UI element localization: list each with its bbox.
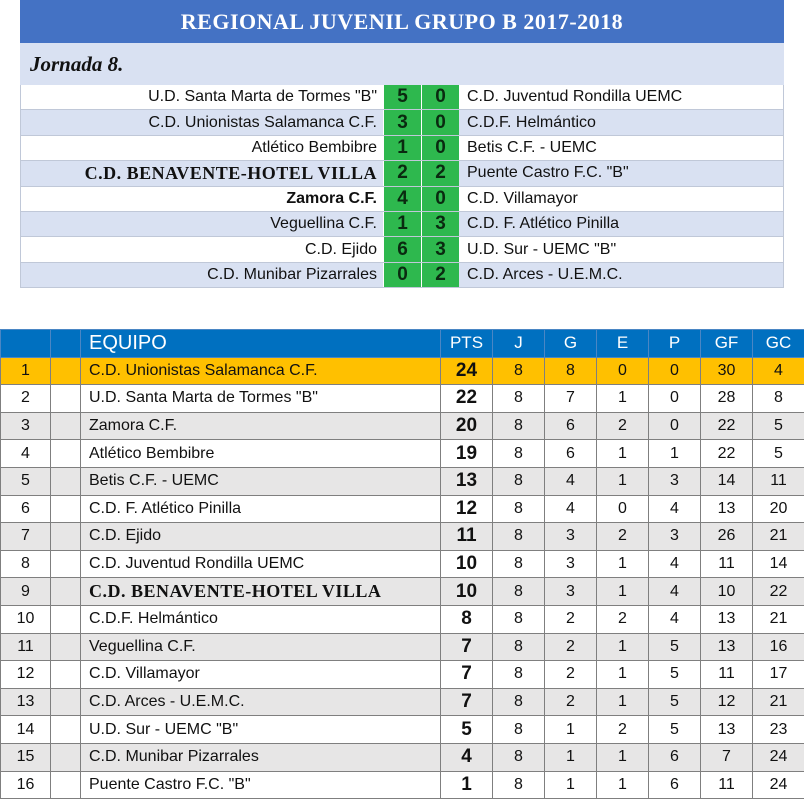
- away-team: Puente Castro F.C. "B": [459, 161, 783, 185]
- won-cell: 3: [545, 550, 597, 578]
- match-row: [20, 136, 784, 161]
- spacer-cell: [51, 688, 81, 716]
- league-title: REGIONAL JUVENIL GRUPO B 2017-2018: [20, 0, 784, 43]
- team-cell: Atlético Bembibre: [81, 440, 441, 468]
- goals-for-cell: 13: [701, 605, 753, 633]
- position-cell: 15: [1, 743, 51, 771]
- team-cell: C.D. BENAVENTE-HOTEL VILLA: [81, 578, 441, 606]
- match-row: [20, 110, 784, 135]
- drawn-cell: 1: [597, 661, 649, 689]
- lost-cell: 6: [649, 743, 701, 771]
- points-cell: 8: [441, 605, 493, 633]
- played-cell: 8: [493, 440, 545, 468]
- goals-against-cell: 8: [753, 385, 804, 413]
- standings-table: [0, 329, 804, 799]
- home-team: C.D. Unionistas Salamanca C.F.: [21, 110, 383, 134]
- won-cell: 2: [545, 605, 597, 633]
- lost-cell: 5: [649, 633, 701, 661]
- table-row: [1, 661, 804, 689]
- table-row: [1, 771, 804, 799]
- goals-for-cell: 12: [701, 688, 753, 716]
- lost-cell: 1: [649, 440, 701, 468]
- away-goals: 0: [421, 187, 459, 211]
- drawn-cell: 1: [597, 467, 649, 495]
- won-cell: 3: [545, 523, 597, 551]
- spacer-cell: [51, 578, 81, 606]
- goals-against-cell: 22: [753, 578, 804, 606]
- position-cell: 12: [1, 661, 51, 689]
- spacer-cell: [51, 633, 81, 661]
- table-row: [1, 467, 804, 495]
- lost-cell: 4: [649, 550, 701, 578]
- table-row: [1, 743, 804, 771]
- goals-for-cell: 13: [701, 716, 753, 744]
- goals-against-cell: 21: [753, 688, 804, 716]
- won-cell: 1: [545, 771, 597, 799]
- lost-cell: 4: [649, 605, 701, 633]
- away-team: C.D. Arces - U.E.M.C.: [459, 263, 783, 287]
- played-cell: 8: [493, 633, 545, 661]
- match-row: [20, 263, 784, 288]
- goals-for-cell: 11: [701, 661, 753, 689]
- played-cell: 8: [493, 412, 545, 440]
- played-cell: 8: [493, 605, 545, 633]
- team-cell: C.D.F. Helmántico: [81, 605, 441, 633]
- goals-for-cell: 22: [701, 440, 753, 468]
- home-goals: 1: [383, 136, 421, 160]
- match-row: [20, 212, 784, 237]
- goals-for-cell: 26: [701, 523, 753, 551]
- spacer-cell: [51, 661, 81, 689]
- goals-against-cell: 14: [753, 550, 804, 578]
- played-cell: 8: [493, 523, 545, 551]
- home-goals: 2: [383, 161, 421, 185]
- header-won: G: [545, 330, 597, 358]
- home-team: Veguellina C.F.: [21, 212, 383, 236]
- spacer-cell: [51, 412, 81, 440]
- won-cell: 2: [545, 688, 597, 716]
- goals-for-cell: 28: [701, 385, 753, 413]
- team-cell: C.D. Unionistas Salamanca C.F.: [81, 357, 441, 385]
- spacer-cell: [51, 467, 81, 495]
- home-team: C.D. BENAVENTE-HOTEL VILLA: [21, 161, 383, 185]
- goals-for-cell: 11: [701, 550, 753, 578]
- won-cell: 7: [545, 385, 597, 413]
- position-cell: 4: [1, 440, 51, 468]
- header-played: J: [493, 330, 545, 358]
- goals-for-cell: 7: [701, 743, 753, 771]
- table-row: [1, 357, 804, 385]
- won-cell: 3: [545, 578, 597, 606]
- drawn-cell: 1: [597, 550, 649, 578]
- away-team: C.D. Juventud Rondilla UEMC: [459, 85, 783, 109]
- home-team: C.D. Munibar Pizarrales: [21, 263, 383, 287]
- home-goals: 3: [383, 110, 421, 134]
- standings-header-row: [1, 330, 804, 358]
- spacer-cell: [51, 523, 81, 551]
- goals-against-cell: 24: [753, 771, 804, 799]
- position-cell: 6: [1, 495, 51, 523]
- played-cell: 8: [493, 385, 545, 413]
- home-goals: 5: [383, 85, 421, 109]
- points-cell: 10: [441, 550, 493, 578]
- won-cell: 1: [545, 743, 597, 771]
- played-cell: 8: [493, 688, 545, 716]
- team-cell: U.D. Santa Marta de Tormes "B": [81, 385, 441, 413]
- team-cell: C.D. Ejido: [81, 523, 441, 551]
- won-cell: 4: [545, 467, 597, 495]
- lost-cell: 5: [649, 688, 701, 716]
- table-row: [1, 578, 804, 606]
- away-goals: 0: [421, 110, 459, 134]
- table-row: [1, 440, 804, 468]
- spacer-cell: [51, 771, 81, 799]
- position-cell: 2: [1, 385, 51, 413]
- position-cell: 10: [1, 605, 51, 633]
- table-row: [1, 716, 804, 744]
- position-cell: 7: [1, 523, 51, 551]
- table-row: [1, 688, 804, 716]
- home-goals: 6: [383, 237, 421, 261]
- away-goals: 3: [421, 237, 459, 261]
- points-cell: 20: [441, 412, 493, 440]
- away-team: Betis C.F. - UEMC: [459, 136, 783, 160]
- lost-cell: 5: [649, 661, 701, 689]
- drawn-cell: 1: [597, 385, 649, 413]
- table-row: [1, 605, 804, 633]
- won-cell: 6: [545, 440, 597, 468]
- team-cell: Zamora C.F.: [81, 412, 441, 440]
- goals-for-cell: 13: [701, 633, 753, 661]
- lost-cell: 3: [649, 523, 701, 551]
- points-cell: 22: [441, 385, 493, 413]
- drawn-cell: 1: [597, 688, 649, 716]
- position-cell: 3: [1, 412, 51, 440]
- header-spacer: [51, 330, 81, 358]
- position-cell: 1: [1, 357, 51, 385]
- lost-cell: 6: [649, 771, 701, 799]
- header-points: PTS: [441, 330, 493, 358]
- played-cell: 8: [493, 578, 545, 606]
- table-row: [1, 385, 804, 413]
- header-lost: P: [649, 330, 701, 358]
- team-cell: Veguellina C.F.: [81, 633, 441, 661]
- table-row: [1, 523, 804, 551]
- position-cell: 9: [1, 578, 51, 606]
- goals-against-cell: 5: [753, 440, 804, 468]
- away-goals: 0: [421, 85, 459, 109]
- goals-against-cell: 21: [753, 523, 804, 551]
- played-cell: 8: [493, 716, 545, 744]
- position-cell: 8: [1, 550, 51, 578]
- away-team: C.D. F. Atlético Pinilla: [459, 212, 783, 236]
- team-cell: C.D. Arces - U.E.M.C.: [81, 688, 441, 716]
- goals-for-cell: 30: [701, 357, 753, 385]
- header-position: [1, 330, 51, 358]
- match-list: [20, 85, 784, 288]
- won-cell: 4: [545, 495, 597, 523]
- goals-against-cell: 16: [753, 633, 804, 661]
- position-cell: 13: [1, 688, 51, 716]
- table-row: [1, 495, 804, 523]
- team-cell: Betis C.F. - UEMC: [81, 467, 441, 495]
- won-cell: 8: [545, 357, 597, 385]
- drawn-cell: 1: [597, 633, 649, 661]
- round-title: Jornada 8.: [20, 43, 784, 85]
- points-cell: 4: [441, 743, 493, 771]
- drawn-cell: 2: [597, 523, 649, 551]
- standings-panel: [0, 329, 804, 799]
- results-panel: [20, 0, 784, 288]
- home-goals: 1: [383, 212, 421, 236]
- drawn-cell: 1: [597, 771, 649, 799]
- home-team: U.D. Santa Marta de Tormes "B": [21, 85, 383, 109]
- goals-against-cell: 5: [753, 412, 804, 440]
- away-team: C.D. Villamayor: [459, 187, 783, 211]
- won-cell: 6: [545, 412, 597, 440]
- points-cell: 10: [441, 578, 493, 606]
- team-cell: Puente Castro F.C. "B": [81, 771, 441, 799]
- lost-cell: 0: [649, 412, 701, 440]
- table-row: [1, 550, 804, 578]
- played-cell: 8: [493, 661, 545, 689]
- played-cell: 8: [493, 495, 545, 523]
- spacer-cell: [51, 605, 81, 633]
- team-cell: C.D. Juventud Rondilla UEMC: [81, 550, 441, 578]
- drawn-cell: 1: [597, 578, 649, 606]
- header-goals-against: GC: [753, 330, 804, 358]
- points-cell: 7: [441, 633, 493, 661]
- drawn-cell: 2: [597, 605, 649, 633]
- goals-for-cell: 22: [701, 412, 753, 440]
- played-cell: 8: [493, 550, 545, 578]
- match-row: [20, 187, 784, 212]
- lost-cell: 4: [649, 578, 701, 606]
- lost-cell: 0: [649, 385, 701, 413]
- drawn-cell: 1: [597, 743, 649, 771]
- played-cell: 8: [493, 771, 545, 799]
- won-cell: 2: [545, 633, 597, 661]
- played-cell: 8: [493, 743, 545, 771]
- team-cell: U.D. Sur - UEMC "B": [81, 716, 441, 744]
- home-goals: 0: [383, 263, 421, 287]
- drawn-cell: 0: [597, 495, 649, 523]
- goals-for-cell: 10: [701, 578, 753, 606]
- home-team: C.D. Ejido: [21, 237, 383, 261]
- played-cell: 8: [493, 357, 545, 385]
- position-cell: 5: [1, 467, 51, 495]
- team-cell: C.D. Villamayor: [81, 661, 441, 689]
- away-team: U.D. Sur - UEMC "B": [459, 237, 783, 261]
- lost-cell: 0: [649, 357, 701, 385]
- lost-cell: 4: [649, 495, 701, 523]
- match-row: [20, 85, 784, 110]
- points-cell: 12: [441, 495, 493, 523]
- spacer-cell: [51, 440, 81, 468]
- drawn-cell: 1: [597, 440, 649, 468]
- points-cell: 7: [441, 688, 493, 716]
- won-cell: 2: [545, 661, 597, 689]
- goals-against-cell: 21: [753, 605, 804, 633]
- away-goals: 2: [421, 161, 459, 185]
- points-cell: 11: [441, 523, 493, 551]
- spacer-cell: [51, 357, 81, 385]
- goals-for-cell: 14: [701, 467, 753, 495]
- spacer-cell: [51, 716, 81, 744]
- drawn-cell: 2: [597, 412, 649, 440]
- spacer-cell: [51, 550, 81, 578]
- points-cell: 5: [441, 716, 493, 744]
- position-cell: 14: [1, 716, 51, 744]
- home-team: Zamora C.F.: [21, 187, 383, 211]
- away-goals: 2: [421, 263, 459, 287]
- position-cell: 16: [1, 771, 51, 799]
- header-team: EQUIPO: [81, 330, 441, 358]
- goals-against-cell: 24: [753, 743, 804, 771]
- position-cell: 11: [1, 633, 51, 661]
- table-row: [1, 412, 804, 440]
- points-cell: 1: [441, 771, 493, 799]
- match-row: [20, 237, 784, 262]
- home-goals: 4: [383, 187, 421, 211]
- match-row: [20, 161, 784, 186]
- points-cell: 13: [441, 467, 493, 495]
- goals-for-cell: 11: [701, 771, 753, 799]
- spacer-cell: [51, 385, 81, 413]
- points-cell: 7: [441, 661, 493, 689]
- away-goals: 0: [421, 136, 459, 160]
- goals-against-cell: 20: [753, 495, 804, 523]
- drawn-cell: 0: [597, 357, 649, 385]
- points-cell: 19: [441, 440, 493, 468]
- spacer-cell: [51, 495, 81, 523]
- goals-against-cell: 17: [753, 661, 804, 689]
- goals-against-cell: 23: [753, 716, 804, 744]
- home-team: Atlético Bembibre: [21, 136, 383, 160]
- goals-against-cell: 4: [753, 357, 804, 385]
- away-team: C.D.F. Helmántico: [459, 110, 783, 134]
- team-cell: C.D. Munibar Pizarrales: [81, 743, 441, 771]
- table-row: [1, 633, 804, 661]
- lost-cell: 3: [649, 467, 701, 495]
- drawn-cell: 2: [597, 716, 649, 744]
- standings-body: [1, 357, 804, 799]
- team-cell: C.D. F. Atlético Pinilla: [81, 495, 441, 523]
- spacer-cell: [51, 743, 81, 771]
- header-drawn: E: [597, 330, 649, 358]
- header-goals-for: GF: [701, 330, 753, 358]
- lost-cell: 5: [649, 716, 701, 744]
- goals-against-cell: 11: [753, 467, 804, 495]
- away-goals: 3: [421, 212, 459, 236]
- won-cell: 1: [545, 716, 597, 744]
- goals-for-cell: 13: [701, 495, 753, 523]
- played-cell: 8: [493, 467, 545, 495]
- points-cell: 24: [441, 357, 493, 385]
